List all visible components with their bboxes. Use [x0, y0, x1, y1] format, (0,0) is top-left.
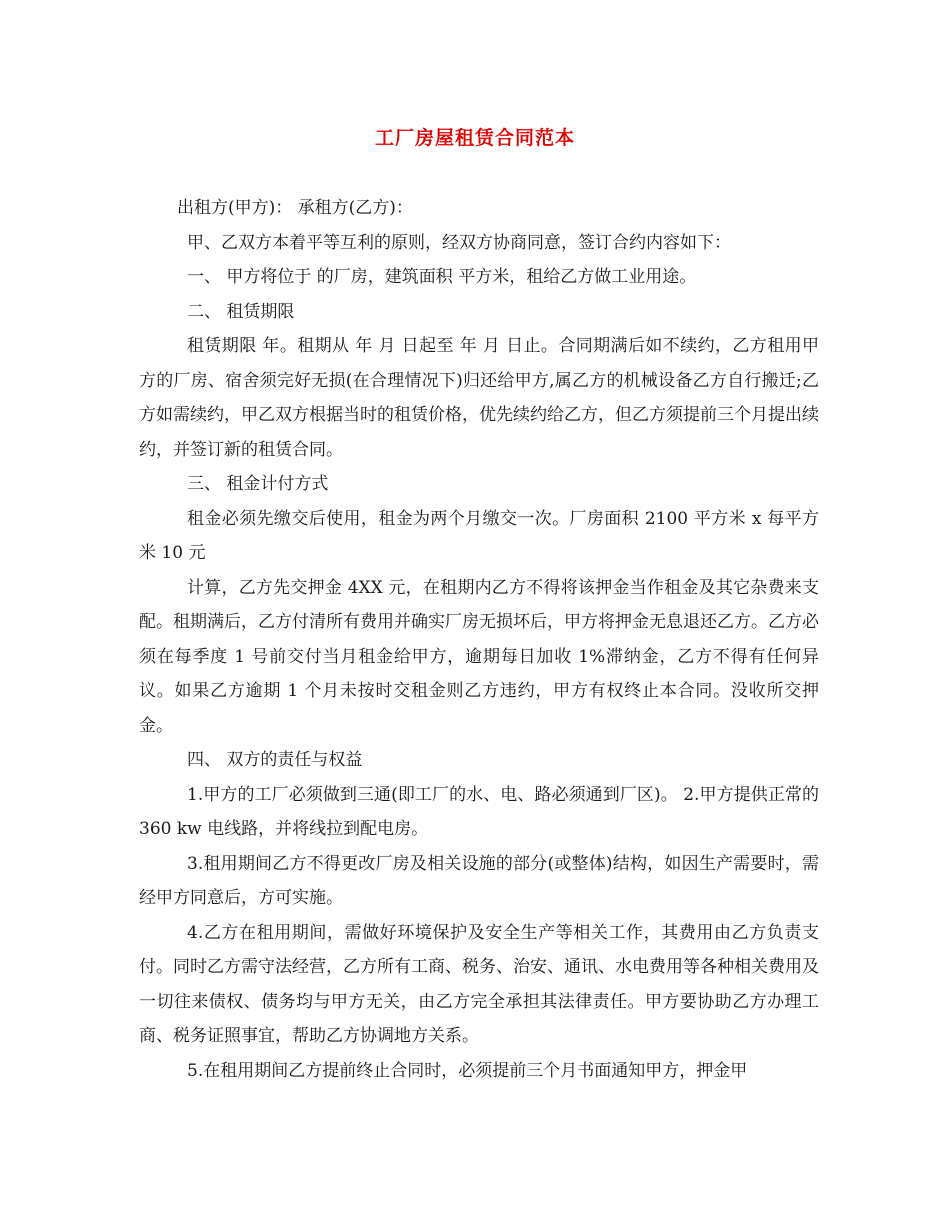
clause-4-heading: 四、 双方的责任与权益 [187, 750, 363, 770]
clause-4-item-3: 3.租用期间乙方不得更改厂房及相关设施的部分(或整体)结构，如因生产需要时，需经甲方同意后，方可实施。 [139, 853, 819, 908]
clause-3-heading: 三、 租金计付方式 [187, 474, 329, 494]
clause-4-item-4: 4.乙方在租用期间，需做好环境保护及安全生产等相关工作，其费用由乙方负责支付。同时乙方需守法经营，乙方所有工商、税务、治安、通讯、水电费用等各种相关费用及一切往来债权、债务均与甲方无关，由乙方完全承担其法律责任。甲方要协助乙方办理工商、税务证照事宜，帮助乙方协调地方关系。 [139, 922, 819, 1046]
document-title: 工厂房屋租赁合同范本 [374, 127, 575, 149]
preamble-paragraph: 甲、乙双方本着平等互利的原则，经双方协商同意，签订合约内容如下： [187, 232, 731, 253]
clause-4-item-5: 5.在租用期间乙方提前终止合同时，必须提前三个月书面通知甲方，押金甲 [187, 1060, 748, 1081]
parties-line: 出租方(甲方)： 承租方(乙方)： [177, 198, 413, 218]
document-body [139, 191, 819, 1088]
clause-2-heading: 二、 租赁期限 [187, 301, 295, 322]
clause-3-continuation: 计算，乙方先交押金 4XX 元，在租期内乙方不得将该押金当作租金及其它杂费来支配。租期满后，乙方付清所有费用并确实厂房无损坏后，甲方将押金无息退还乙方。乙方必须在每季度 1 号前交付当月租金给甲方，逾期每日加收 1%滞纳金，乙方不得有任何异议。如果乙方逾期 1 个月未按时交租金则乙方违约，甲方有权终止本合同。没收所交押金。 [139, 577, 819, 736]
clause-4-item-1-2: 1.甲方的工厂必须做到三通(即工厂的水、电、路必须通到厂区)。 2.甲方提供正常的 360 kw 电线路，并将线拉到配电房。 [139, 784, 819, 839]
clause-1-paragraph: 一、 甲方将位于 的厂房，建筑面积 平方米，租给乙方做工业用途。 [187, 267, 697, 287]
clause-2-paragraph: 租赁期限 年。租期从 年 月 日起至 年 月 日止。合同期满后如不续约，乙方租用甲方的厂房、宿舍须完好无损(在合理情况下)归还给甲方,属乙方的机械设备乙方自行搬迁;乙方如需续约，甲乙双方根据当时的租赁价格，优先续约给乙方，但乙方须提前三个月提出续约，并签订新的租赁合同。 [139, 336, 819, 460]
clause-3-paragraph: 租金必须先缴交后使用，租金为两个月缴交一次。厂房面积 2100 平方米 x 每平方米 10 元 [139, 508, 819, 563]
